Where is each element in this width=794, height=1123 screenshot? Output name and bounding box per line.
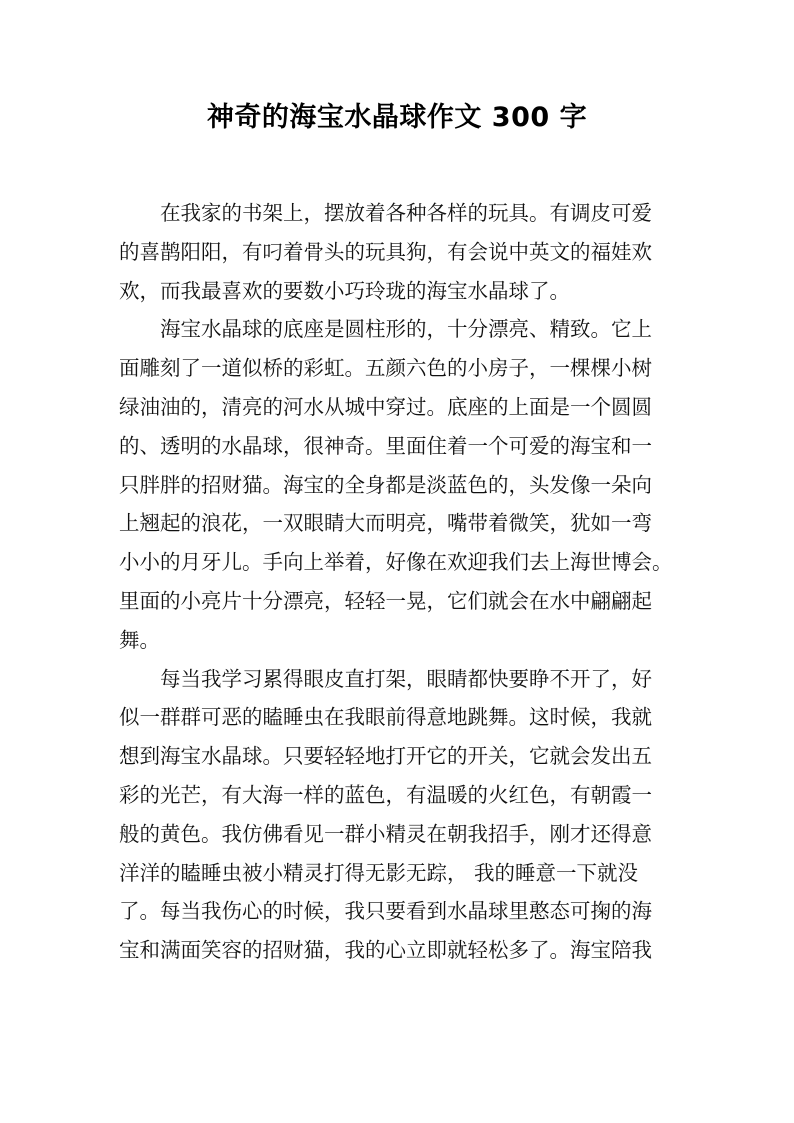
paragraph-3 [119, 660, 675, 970]
paragraph-line: 绿油油的，清亮的河水从城中穿过。底座的上面是一个圆圆 [119, 394, 652, 419]
paragraph-line: 面雕刻了一道似桥的彩虹。五颜六色的小房子，一棵棵小树 [119, 356, 652, 381]
paragraph-line: 般的黄色。我仿佛看见一群小精灵在朝我招手，刚才还得意 [119, 821, 652, 846]
paragraph-line: 的喜鹊阳阳，有叼着骨头的玩具狗，有会说中英文的福娃欢 [119, 239, 652, 264]
paragraph-2 [119, 310, 675, 659]
paragraph-line: 的、透明的水晶球，很神奇。里面住着一个可爱的海宝和一 [119, 433, 652, 458]
paragraph-line: 里面的小亮片十分漂亮，轻轻一晃，它们就会在水中翩翩起 [119, 588, 652, 613]
paragraph-line: 想到海宝水晶球。只要轻轻地打开它的开关，它就会发出五 [119, 744, 652, 769]
paragraph-line: 小小的月牙儿。手向上举着，好像在欢迎我们去上海世博会。 [119, 550, 673, 575]
paragraph-line: 了。每当我伤心的时候，我只要看到水晶球里憨态可掬的海 [119, 899, 652, 924]
paragraph-line: 上翘起的浪花，一双眼睛大而明亮，嘴带着微笑，犹如一弯 [119, 511, 652, 536]
paragraph-line: 在我家的书架上，摆放着各种各样的玩具。有调皮可爱 [160, 201, 652, 225]
paragraph-line: 每当我学习累得眼皮直打架，眼睛都快要睁不开了，好 [160, 666, 652, 691]
paragraph-line: 海宝水晶球的底座是圆柱形的，十分漂亮、精致。它上 [160, 317, 652, 342]
paragraph-1 [119, 194, 675, 310]
document-body [119, 194, 675, 970]
paragraph-line: 似一群群可恶的瞌睡虫在我眼前得意地跳舞。这时候，我就 [119, 705, 652, 730]
paragraph-line: 彩的光芒，有大海一样的蓝色，有温暖的火红色，有朝霞一 [119, 782, 652, 807]
paragraph-line: 只胖胖的招财猫。海宝的全身都是淡蓝色的，头发像一朵向 [119, 472, 652, 497]
paragraph-line: 洋洋的瞌睡虫被小精灵打得无影无踪， 我的睡意一下就没 [119, 860, 639, 885]
paragraph-line: 舞。 [119, 627, 160, 652]
paragraph-line: 欢，而我最喜欢的要数小巧玲珑的海宝水晶球了。 [119, 278, 570, 303]
document-title: 神奇的海宝水晶球作文 300 字 [206, 102, 588, 133]
paragraph-line: 宝和满面笑容的招财猫，我的心立即就轻松多了。海宝陪我 [119, 938, 652, 963]
